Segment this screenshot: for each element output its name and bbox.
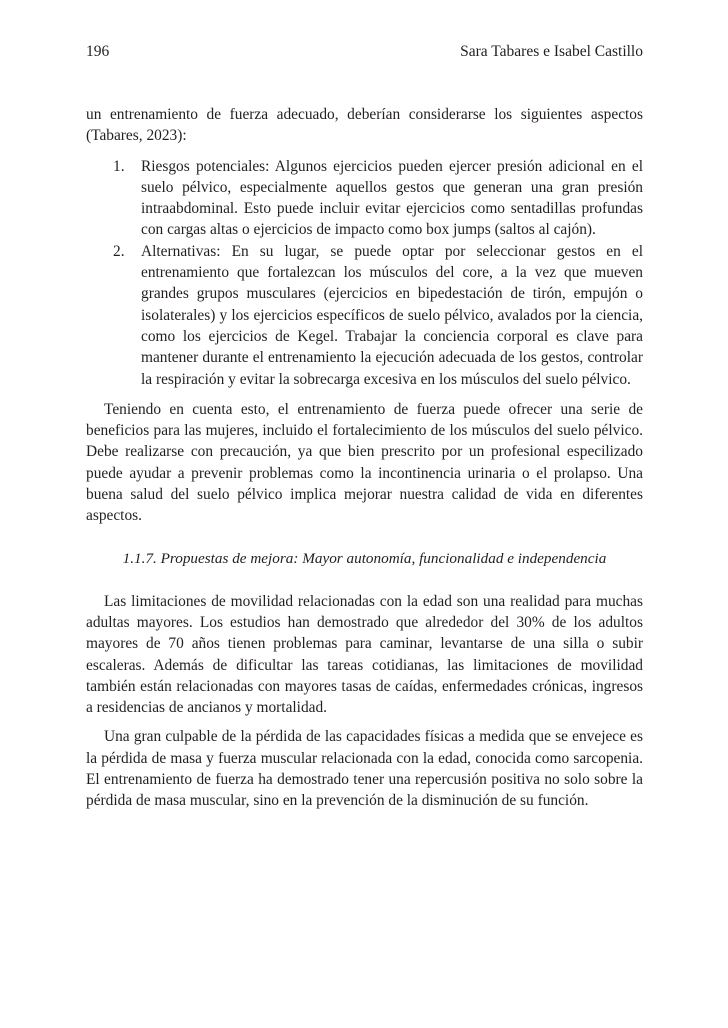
running-header (86, 42, 643, 62)
running-head-authors: Sara Tabares e Isabel Castillo (460, 43, 643, 60)
body-text (86, 104, 643, 812)
page-number: 196 (86, 43, 110, 60)
paragraph-benefits: Teniendo en cuenta esto, el entrenamiento de fuerza puede ofrecer una serie de beneficios para las mujeres, incluido el fortalecimiento de los músculos del suelo pélvico. Debe realizarse con precaución, ya que bien prescrito por un profesional especilizado puede ayudar a prevenir problemas como la incontinencia urinaria o el prolapso. Una buena salud del suelo pélvico implica mejorar nuestra calidad de vida en diferentes aspectos. (86, 400, 643, 525)
book-page (86, 0, 643, 1028)
list-item-number: 1. (113, 157, 125, 175)
list-item-text: Alternativas: En su lugar, se puede optar por seleccionar gestos en el entrenamiento que fortalezcan los músculos del core, a la vez que mueven grandes grupos musculares (ejercicios en bipedestación de tirón, empujón o isolaterales) y los ejercicios específicos de suelo pélvico, avalados por la ciencia, como los ejercicios de Kegel. Trabajar la conciencia corporal es clave para mantener durante el entrenamiento la ejecución adecuada de los gestos, controlar la respiración y evitar la sobrecarga excesiva en los músculos del suelo pélvico. (141, 242, 643, 388)
section-subheading: 1.1.7. Propuestas de mejora: Mayor autonomía, funcionalidad e independencia (122, 549, 607, 567)
aspects-list (86, 156, 643, 390)
paragraph-mobility: Las limitaciones de movilidad relacionadas con la edad son una realidad para muchas adultas mayores. Los estudios han demostrado que alrededor del 30% de los adultos mayores de 70 años tienen problemas para caminar, levantarse de una silla o subir escaleras. Además de dificultar las tareas cotidianas, las limitaciones de movilidad también están relacionadas con mayores tasas de caídas, enfermedades crónicas, ingresos a residencias de ancianos y mortalidad. (86, 592, 643, 717)
list-item-number: 2. (113, 242, 125, 260)
list-item-text: Riesgos potenciales: Algunos ejercicios pueden ejercer presión adicional en el suelo pélvico, especialmente aquellos gestos que generan una gran presión intraabdominal. Esto puede incluir evitar ejercicios como sentadillas profundas con cargas altas o ejercicios de impacto como box jumps (saltos al cajón). (141, 157, 643, 239)
paragraph-sarcopenia: Una gran culpable de la pérdida de las capacidades físicas a medida que se envejece es la pérdida de masa y fuerza muscular relacionada con la edad, conocida como sarcopenia. El entrenamiento de fuerza ha demostrado tener una repercusión positiva no solo sobre la pérdida de masa muscular, sino en la prevención de la disminución de su función. (86, 728, 643, 810)
list-item (86, 241, 643, 390)
list-item (86, 156, 643, 241)
intro-paragraph: un entrenamiento de fuerza adecuado, deberían considerarse los siguientes aspectos (Tabares, 2023): (86, 106, 643, 145)
